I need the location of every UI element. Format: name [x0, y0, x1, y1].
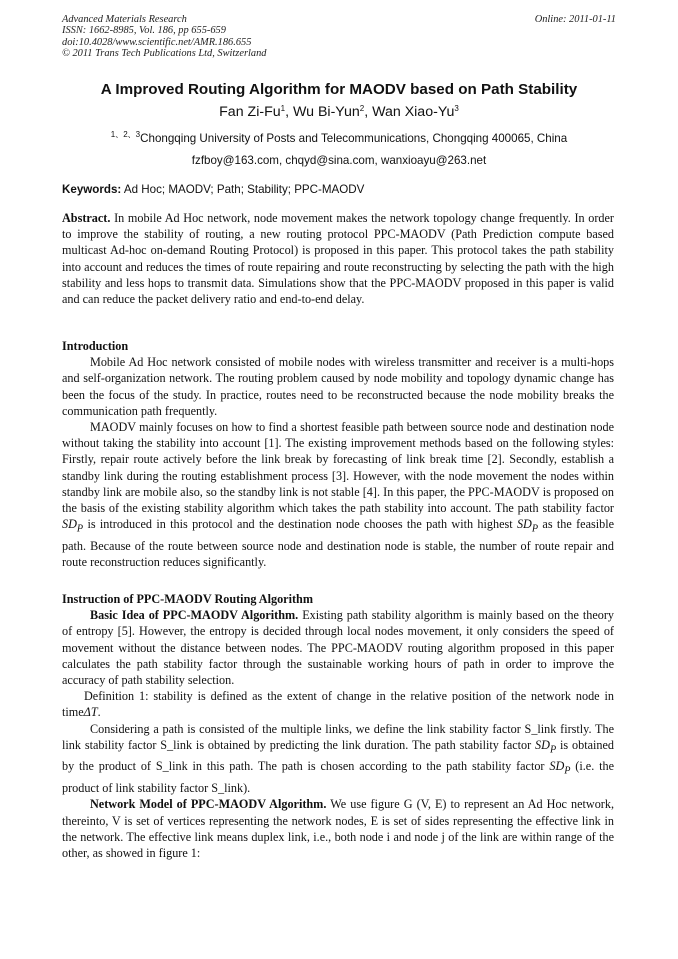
introduction-heading: Introduction — [62, 339, 129, 353]
author-mark: 1 — [280, 104, 286, 113]
network-model-label: Network Model of PPC-MAODV Algorithm. — [90, 797, 327, 812]
author-mark: 3 — [454, 104, 459, 113]
abstract — [62, 210, 614, 307]
affiliation — [62, 131, 616, 147]
network-model-paragraph: Network Model of PPC-MAODV Algorithm. We use figure G (V, E) to represent an Ad Hoc network, thereinto, V is set of vertices representing the network nodes, E is set of sides representing the effective link in the network. The effective link means duplex link, i.e., both node i and node j of the link are within range of the other, as showed in figure 1: — [62, 797, 615, 860]
basic-idea-paragraph: Basic Idea of PPC-MAODV Algorithm. Existing path stability algorithm is mainly based on the theory of entropy [5]. However, the entropy is decided through local nodes movement, it only considers the speed of movement without the distance between nodes. The PPC-MAODV routing algorithm proposed in this paper calculates the path stability factor through the sustainable working hours of path in order to improve the accuracy of path stability selection. — [62, 608, 615, 688]
author-mark: 2 — [359, 104, 365, 113]
keywords — [62, 182, 616, 198]
section-heading: Instruction of PPC-MAODV Routing Algorithm — [62, 592, 313, 606]
definition-1: Definition 1: stability is defined as the extent of change in the relative position of the network node in timeΔT. — [62, 689, 614, 720]
abstract-text: In mobile Ad Hoc network, node movement makes the network topology change frequently. In order to improve the stability of routing, a new routing protocol PPC-MAODV (Path Prediction compute based multicast Ad-hoc on-demand Routing Protocol) is proposed in this paper. This protocol takes the path stability into account and reduces the times of route repairing and route reconstructing by selecting the path with the high stability and less hops to transmit data. Simulations show that the PPC-MAODV proposed in this paper is valid and can reduce the packet delivery ratio and end-to-end delay. — [62, 211, 614, 307]
issn-line: ISSN: 1662-8985, Vol. 186, pp 655-659 — [62, 25, 226, 37]
online-date: Online: 2011-01-11 — [534, 14, 616, 25]
author-emails: fzfboy@163.com, chqyd@sina.com, wanxioayu@263.net — [191, 154, 487, 167]
introduction-paragraph-1: Mobile Ad Hoc network consisted of mobile nodes with wireless transmitter and receiver is a multi-hops and self-organization network. The routing problem caused by node mobility and topology dynamic change has been the focus of the study. In practice, routes need to be reconstructed because the node mobility breaks the communication path frequently. — [62, 355, 614, 418]
link-stability-paragraph: Considering a path is consisted of the multiple links, we define the link stability factor S_link firstly. The link stability factor S_link is obtained by predicting the link duration. The path stability factor $SD_P$ is obtained by the product of S_link in this path. The path is chosen according to the path stability factor $SD_P$ (i.e. the product of link stability factor S_link). — [62, 721, 614, 796]
abstract-label: Abstract. — [62, 211, 111, 225]
keywords-label: Keywords: — [62, 183, 122, 196]
paper-title: A Improved Routing Algorithm for MAODV based on Path Stability — [100, 81, 578, 98]
author-name: Fan Zi-Fu — [219, 104, 281, 120]
doi-line: doi:10.4028/www.scientific.net/AMR.186.655 — [62, 36, 252, 48]
author-name: Wan Xiao-Yu — [372, 104, 455, 120]
path-stability-symbol: $SD_P$ — [516, 517, 539, 535]
author-list: Fan Zi-Fu$^1$, Wu Bi-Yun$^2$, Wan Xiao-Yu$^3$ — [219, 104, 459, 120]
basic-idea-label: Basic Idea of PPC-MAODV Algorithm. — [90, 608, 299, 623]
journal-header — [62, 14, 616, 60]
author-name: Wu Bi-Yun — [292, 104, 360, 120]
copyright-line: © 2011 Trans Tech Publications Ltd, Switzerland — [62, 48, 267, 60]
journal-name: Advanced Materials Research — [62, 14, 187, 25]
affiliation-marks: 1、2、3 — [110, 130, 141, 139]
path-stability-symbol: $SD_P$ — [535, 737, 557, 756]
path-stability-symbol: $SD_P$ — [549, 759, 571, 777]
introduction-section — [62, 338, 614, 570]
keywords-text: Ad Hoc; MAODV; Path; Stability; PPC-MAODV — [123, 183, 365, 196]
path-stability-symbol: $SD_P$ — [62, 517, 84, 535]
algorithm-section — [62, 591, 614, 861]
affiliation-text: Chongqing University of Posts and Telecommunications, Chongqing 400065, China — [140, 132, 568, 145]
delta-t-symbol: ΔT — [83, 705, 98, 720]
introduction-paragraph-2: MAODV mainly focuses on how to find a shortest feasible path between source node and destination node without taking the stability into account [1]. The existing improvement methods based on the following styles: Firstly, repair route actively before the link break by forecasting of link break time [2]. Secondly, establish a standby link during the routing establishment process [3]. However, with the node movement the nodes within standby link are mobile also, so the standby link is not stable [4]. In this paper, the PPC-MAODV is proposed on the basis of the existing stability algorithm which takes the path stability into account. The path stability factor $SD_P$ is introduced in this protocol and the destination node chooses the path with highest $SD_P$ as the feasible path. Because of the route between source node and destination node is stable, the number of route repair and route reconstruction reduces significantly. — [62, 420, 614, 570]
